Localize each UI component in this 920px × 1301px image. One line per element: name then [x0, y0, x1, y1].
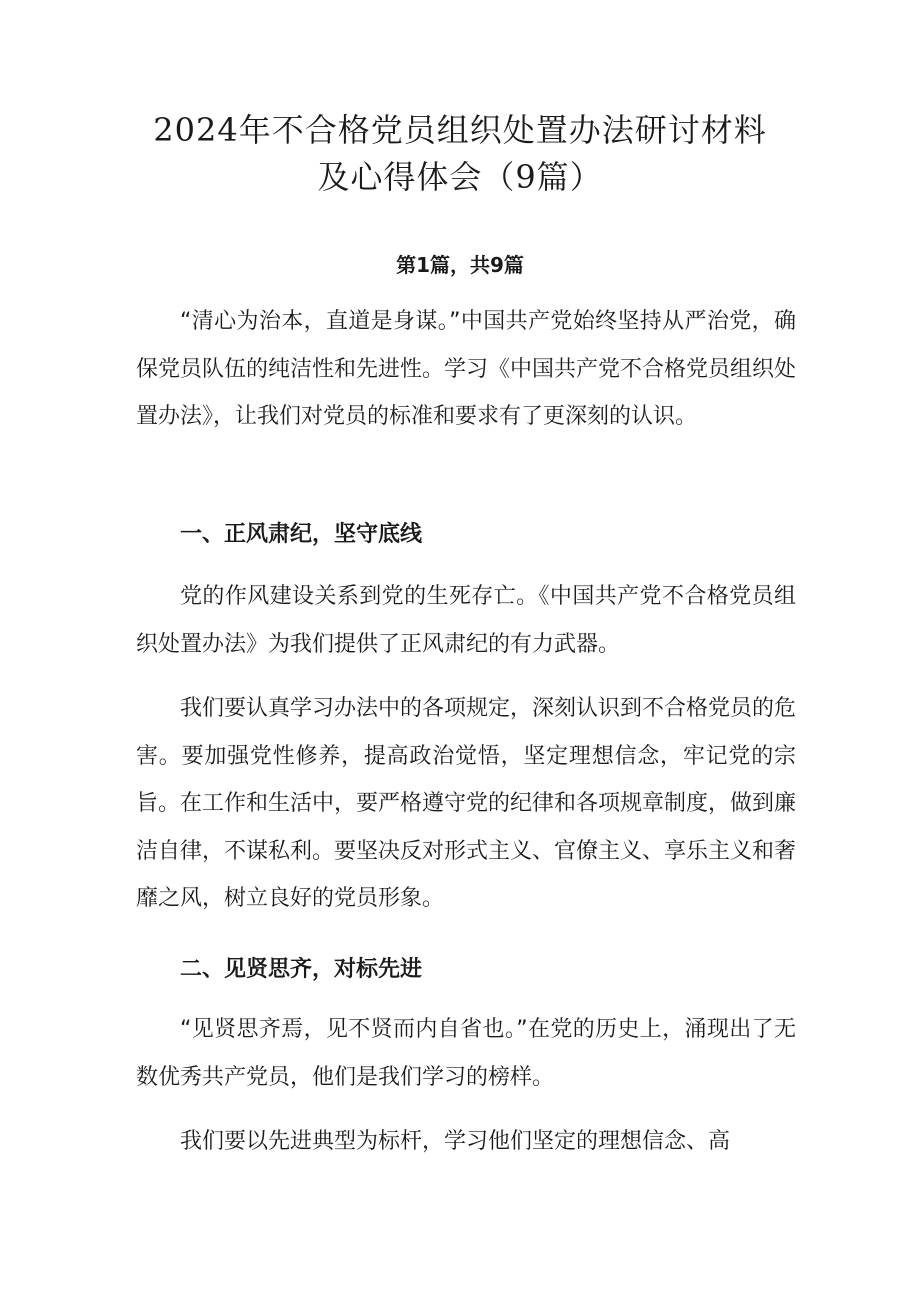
section1-paragraph-2: 我们要认真学习办法中的各项规定，深刻认识到不合格党员的危害。要加强党性修养，提高政治觉悟，坚定理想信念，牢记党的宗旨。在工作和生活中，要严格遵守党的纪律和各项规章制度，做到廉洁自律，不谋私利。要坚决反对形式主义、官僚主义、享乐主义和奢靡之风，树立良好的党员形象。 — [136, 696, 797, 911]
part-label: 第1篇，共9篇 — [396, 253, 524, 277]
document-title-line-2: 及心得体会（9篇） — [317, 158, 603, 196]
section2-paragraph-2: 我们要以先进典型为标杆，学习他们坚定的理想信念、高 — [180, 1129, 731, 1154]
intro-paragraph: “清心为治本，直道是身谋。”中国共产党始终坚持从严治党，确保党员队伍的纯洁性和先进性。学习《中国共产党不合格党员组织处置办法》，让我们对党员的标准和要求有了更深刻的认识。 — [136, 309, 797, 429]
section-heading-2: 二、见贤思齐，对标先进 — [180, 957, 423, 982]
section2-paragraph-1: “见贤思齐焉，见不贤而内自省也。”在党的历史上，涌现出了无数优秀共产党员，他们是我们学习的榜样。 — [136, 1017, 796, 1090]
section-heading-1: 一、正风肃纪，坚守底线 — [180, 522, 423, 547]
section1-paragraph-1: 党的作风建设关系到党的生死存亡。《中国共产党不合格党员组织处置办法》为我们提供了正风肃纪的有力武器。 — [136, 584, 796, 657]
document-title-line-1: 2024年不合格党员组织处置办法研讨材料 — [153, 111, 767, 149]
